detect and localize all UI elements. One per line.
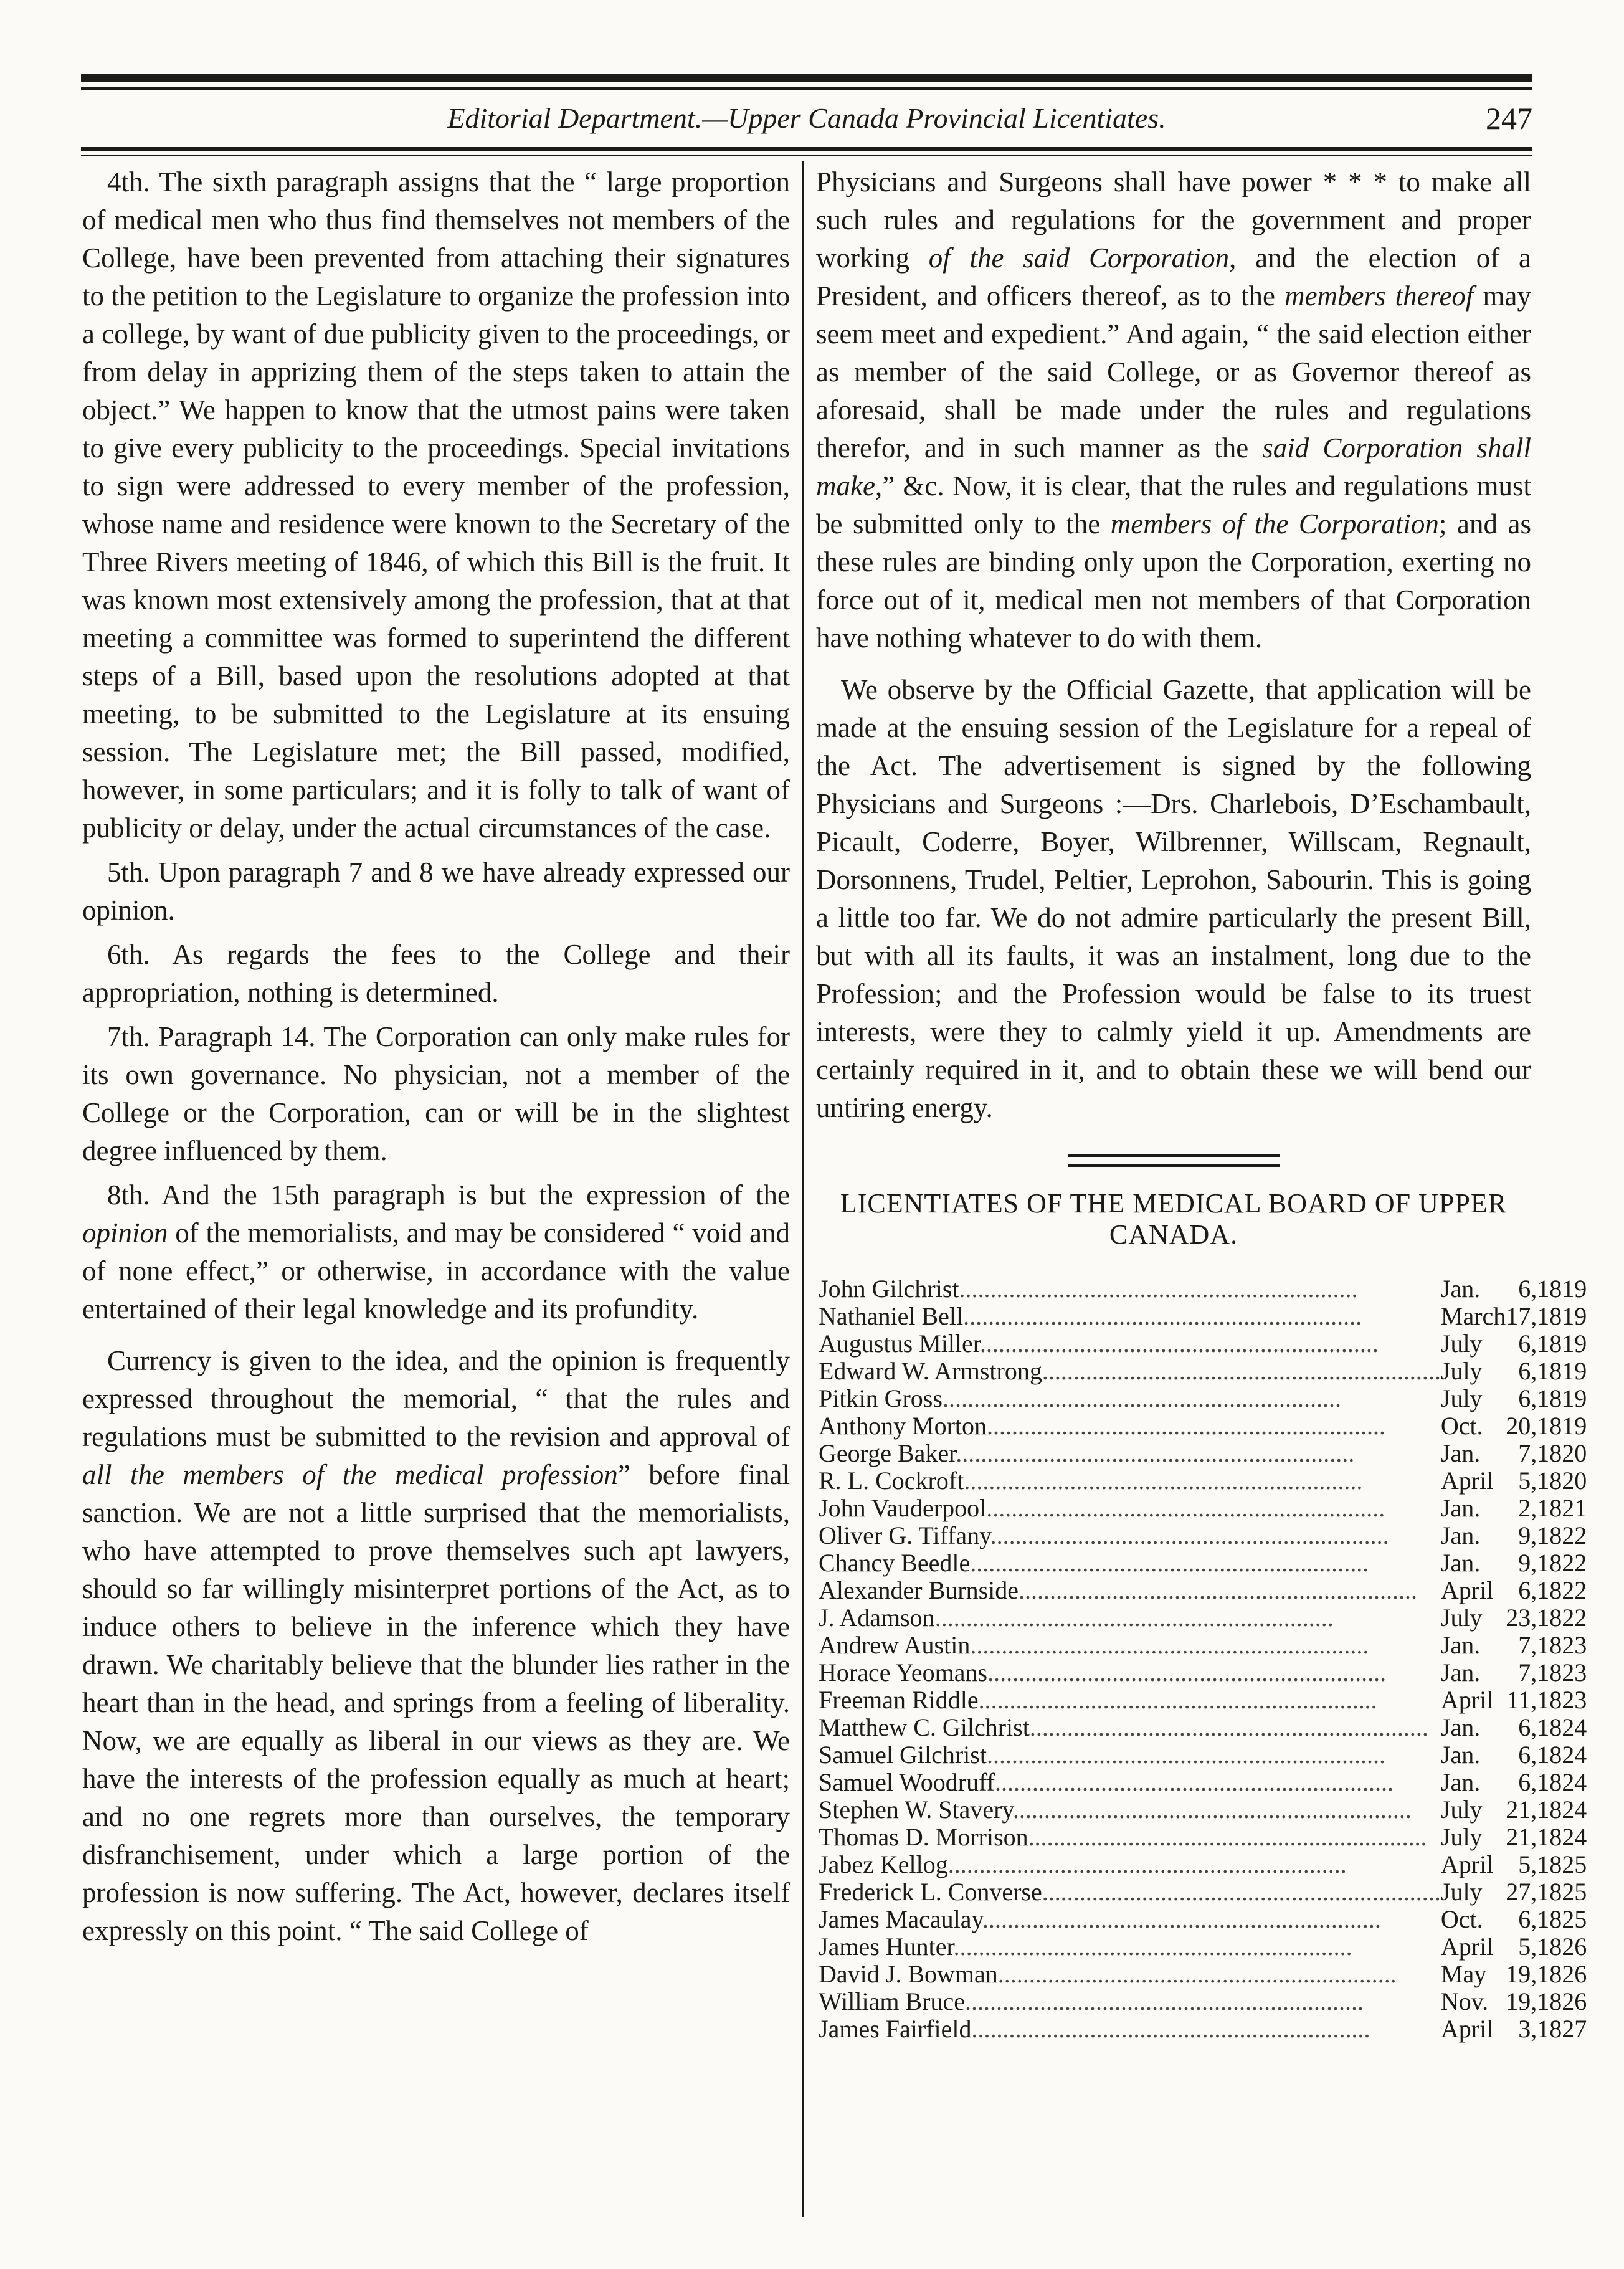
leader-dots: ................................................................	[964, 1467, 1363, 1495]
licentiate-day: 7,	[1518, 1658, 1537, 1686]
list-item	[819, 1878, 1587, 1906]
list-item	[819, 1440, 1587, 1467]
licentiate-name-cell	[819, 1358, 1441, 1385]
licentiate-name-cell	[819, 1604, 1441, 1632]
leader-dots: ................................................................	[986, 1495, 1385, 1522]
licentiate-name: Stephen W. Stavery	[819, 1796, 1013, 1824]
licentiate-year: 1822	[1537, 1549, 1587, 1577]
licentiate-year: 1822	[1537, 1604, 1587, 1632]
leader-dots: ................................................................	[997, 1961, 1397, 1988]
licentiate-year: 1819	[1537, 1412, 1587, 1440]
licentiate-name: Frederick L. Converse	[819, 1878, 1042, 1906]
licentiate-day: 6,	[1518, 1905, 1537, 1933]
header-rule-thin	[81, 155, 1532, 156]
licentiate-year: 1825	[1537, 1905, 1587, 1933]
licentiate-year: 1824	[1537, 1768, 1587, 1796]
paragraph-currency: Currency is given to the idea, and the opinion is frequently expressed throughout the memorial, “ that the rules and regulations must be submitted to the revision and approval of all the members of the medical profession” before final sanction. We are not a little surprised that the memorialists, who have attempted to prove themselves such apt lawyers, should so far willingly misinterpret portions of the Act, as to induce others to believe in the inference which they have drawn. We charitably believe that the blunder lies rather in the heart than in the head, and springs from a feeling of liberality. Now, we are equally as liberal in our views as they are. We have the interests of the profession equally as much at heart; and no one regrets more than ourselves, the temporary disfranchisement, under which a large portion of the profession is now suffering. The Act, however, declares itself expressly on this point. “ The said College of	[82, 1345, 791, 1946]
licentiate-month: March	[1440, 1302, 1506, 1330]
leader-dots: ................................................................	[956, 1440, 1355, 1467]
licentiate-name: Freeman Riddle	[819, 1686, 979, 1714]
licentiate-year: 1820	[1537, 1439, 1587, 1467]
licentiate-day: 6,	[1518, 1741, 1537, 1769]
licentiate-month: Jan.	[1440, 1768, 1481, 1796]
top-rule-thin	[81, 87, 1532, 90]
list-item	[819, 1385, 1587, 1412]
licentiate-year: 1820	[1537, 1467, 1587, 1495]
list-item	[819, 1714, 1587, 1741]
licentiate-year: 1826	[1537, 1960, 1587, 1988]
licentiate-month: May	[1440, 1960, 1487, 1988]
paragraph-6th: 6th. As regards the fees to the College and their appropriation, nothing is determined.	[82, 939, 790, 1008]
running-header	[81, 93, 1532, 143]
paragraph-7th: 7th. Paragraph 14. The Corporation can only make rules for its own governance. No physician, not a member of the College or the Corporation, can or will be in the slightest degree influenced by them.	[82, 1021, 790, 1166]
leader-dots: ................................................................	[1029, 1714, 1428, 1741]
licentiate-name-cell	[819, 1303, 1441, 1330]
leader-dots: ................................................................	[953, 1933, 1352, 1961]
licentiate-year: 1825	[1537, 1850, 1587, 1878]
licentiate-month: July	[1440, 1604, 1483, 1632]
left-column	[82, 163, 790, 1956]
list-item	[819, 1577, 1587, 1604]
licentiate-name-cell	[819, 1906, 1441, 1933]
licentiate-day: 3,	[1518, 2015, 1537, 2043]
leader-dots: ................................................................	[995, 1769, 1394, 1796]
licentiate-month: Jan.	[1440, 1631, 1481, 1659]
licentiate-name: James Macaulay	[819, 1906, 982, 1933]
leader-dots: ................................................................	[986, 1741, 1385, 1769]
licentiate-name-cell	[819, 1988, 1441, 2015]
licentiate-day: 6,	[1518, 1576, 1537, 1604]
leader-dots: ................................................................	[964, 1988, 1364, 2015]
licentiate-day: 20,	[1506, 1412, 1537, 1440]
licentiate-month: Oct.	[1440, 1412, 1483, 1440]
leader-dots: ................................................................	[1042, 1358, 1441, 1385]
licentiate-year: 1823	[1537, 1631, 1587, 1659]
licentiate-name-cell	[819, 1385, 1441, 1412]
licentiate-name: Anthony Morton	[819, 1412, 987, 1440]
list-item	[819, 1659, 1587, 1686]
licentiate-month: July	[1440, 1878, 1483, 1906]
paragraph-continuation: Physicians and Surgeons shall have power * * * to make all such rules and regulations for the government and proper working of the said Corporation, and the election of a President, and officers thereof, as to the members thereof may seem meet and expedient.” And again, “ the said election either as member of the said College, or as Governor thereof as aforesaid, shall be made under the rules and regulations therefor, and in such manner as the said Corporation shall make,” &c. Now, it is clear, that the rules and regulations must be submitted only to the members of the Corporation; and as these rules are binding only upon the Corporation, exerting no force out of it, medical men not members of that Corporation have nothing whatever to do with them.	[816, 166, 1532, 654]
page-number: 247	[1486, 101, 1532, 136]
licentiate-month: April	[1440, 1576, 1494, 1604]
list-item	[819, 1358, 1587, 1385]
licentiate-day: 7,	[1518, 1439, 1537, 1467]
list-item	[819, 1303, 1587, 1330]
licentiate-month: Jan.	[1440, 1658, 1481, 1686]
licentiate-name: Samuel Gilchrist	[819, 1741, 987, 1769]
list-item	[819, 1549, 1587, 1577]
licentiate-name: Augustus Miller	[819, 1330, 980, 1358]
licentiate-month: Jan.	[1440, 1439, 1481, 1467]
licentiate-month: July	[1440, 1384, 1483, 1412]
licentiate-month: April	[1440, 1467, 1494, 1495]
section-divider	[1068, 1154, 1280, 1167]
licentiate-name-cell	[819, 1769, 1441, 1796]
right-column	[816, 163, 1587, 2043]
licentiate-day: 6,	[1518, 1713, 1537, 1741]
licentiate-name: Matthew C. Gilchrist	[819, 1714, 1030, 1741]
licentiate-name-cell	[819, 1275, 1441, 1303]
licentiate-name: Samuel Woodruff	[819, 1769, 995, 1796]
licentiate-month: Jan.	[1440, 1275, 1481, 1303]
leader-dots: ................................................................	[970, 1632, 1369, 1659]
licentiate-month: Jan.	[1440, 1521, 1481, 1549]
licentiate-name: Alexander Burnside	[819, 1577, 1019, 1604]
licentiate-month: Jan.	[1440, 1741, 1481, 1769]
licentiate-name: R. L. Cockroft	[819, 1467, 964, 1495]
licentiate-name: James Hunter	[819, 1933, 954, 1961]
licentiate-month: Nov.	[1440, 1987, 1489, 2015]
licentiate-day: 6,	[1518, 1330, 1537, 1358]
leader-dots: ................................................................	[978, 1686, 1377, 1714]
licentiate-year: 1819	[1537, 1384, 1587, 1412]
licentiate-month: Oct.	[1440, 1905, 1483, 1933]
licentiate-name-cell	[819, 1961, 1441, 1988]
licentiate-month: July	[1440, 1823, 1483, 1851]
licentiate-day: 6,	[1518, 1357, 1537, 1385]
licentiate-month: Jan.	[1440, 1549, 1481, 1577]
licentiate-year: 1824	[1537, 1796, 1587, 1824]
licentiate-year: 1822	[1537, 1576, 1587, 1604]
licentiate-year: 1826	[1537, 1987, 1587, 2015]
licentiate-month: April	[1440, 1850, 1494, 1878]
licentiate-year: 1824	[1537, 1741, 1587, 1769]
list-item	[819, 1522, 1587, 1549]
licentiate-name-cell	[819, 1495, 1441, 1522]
list-item	[819, 1495, 1587, 1522]
licentiate-day: 6,	[1518, 1384, 1537, 1412]
licentiate-name-cell	[819, 2015, 1441, 2043]
licentiate-name: Oliver G. Tiffany	[819, 1522, 990, 1549]
licentiate-name: John Vauderpool	[819, 1495, 987, 1522]
licentiate-name-cell	[819, 1796, 1441, 1824]
list-item	[819, 1275, 1587, 1303]
licentiate-day: 7,	[1518, 1631, 1537, 1659]
licentiate-name: Jabez Kellog	[819, 1851, 948, 1878]
leader-dots: ................................................................	[947, 1851, 1347, 1878]
list-item	[819, 1796, 1587, 1824]
licentiate-month: July	[1440, 1330, 1483, 1358]
list-item	[819, 1961, 1587, 1988]
licentiate-year: 1827	[1537, 2015, 1587, 2043]
licentiate-month: Jan.	[1440, 1494, 1481, 1522]
licentiate-name: Pitkin Gross	[819, 1385, 943, 1412]
licentiate-name: James Fairfield	[819, 2015, 972, 2043]
licentiates-table	[819, 1275, 1587, 2043]
licentiate-name-cell	[819, 1412, 1441, 1440]
leader-dots: ................................................................	[970, 1549, 1369, 1577]
licentiate-day: 21,	[1506, 1796, 1537, 1824]
licentiate-year: 1826	[1537, 1933, 1587, 1961]
licentiate-name-cell	[819, 1632, 1441, 1659]
licentiate-name: George Baker	[819, 1440, 956, 1467]
licentiate-year: 1823	[1537, 1658, 1587, 1686]
licentiate-name: Andrew Austin	[819, 1632, 971, 1659]
licentiate-name: Thomas D. Morrison	[819, 1824, 1028, 1851]
list-item	[819, 1824, 1587, 1851]
licentiate-name: David J. Bowman	[819, 1961, 998, 1988]
licentiate-day: 5,	[1518, 1933, 1537, 1961]
licentiate-day: 27,	[1506, 1878, 1537, 1906]
licentiate-name-cell	[819, 1549, 1441, 1577]
licentiate-name-cell	[819, 1330, 1441, 1358]
licentiate-name: John Gilchrist	[819, 1275, 959, 1303]
licentiate-name-cell	[819, 1659, 1441, 1686]
licentiate-year: 1822	[1537, 1521, 1587, 1549]
leader-dots: ................................................................	[987, 1659, 1387, 1686]
leader-dots: ................................................................	[959, 1275, 1358, 1303]
licentiate-name: Chancy Beedle	[819, 1549, 971, 1577]
licentiate-year: 1819	[1537, 1275, 1587, 1303]
licentiate-name: Nathaniel Bell	[819, 1303, 964, 1330]
leader-dots: ................................................................	[982, 1906, 1381, 1933]
list-item	[819, 1686, 1587, 1714]
list-item	[819, 1330, 1587, 1358]
licentiate-day: 11,	[1506, 1686, 1537, 1714]
licentiate-year: 1824	[1537, 1823, 1587, 1851]
list-item	[819, 1769, 1587, 1796]
leader-dots: ................................................................	[1019, 1577, 1418, 1604]
licentiates-table-body	[819, 1275, 1587, 2043]
list-item	[819, 1412, 1587, 1440]
licentiate-day: 23,	[1506, 1604, 1537, 1632]
licentiate-day: 5,	[1518, 1850, 1537, 1878]
licentiate-month: April	[1440, 1933, 1494, 1961]
header-rule-thick	[81, 147, 1532, 151]
licentiate-year: 1824	[1537, 1713, 1587, 1741]
column-divider	[802, 161, 804, 2217]
licentiate-name-cell	[819, 1522, 1441, 1549]
list-item	[819, 1851, 1587, 1878]
licentiate-day: 21,	[1506, 1823, 1537, 1851]
list-item	[819, 1988, 1587, 2015]
list-item	[819, 1467, 1587, 1495]
leader-dots: ................................................................	[1028, 1824, 1427, 1851]
leader-dots: ................................................................	[971, 2015, 1370, 2043]
licentiate-name-cell	[819, 1440, 1441, 1467]
paragraph-gazette: We observe by the Official Gazette, that application will be made at the ensuing session of the Legislature for a repeal of the Act. The advertisement is signed by the following Physicians and Surgeons :—Drs. Charlebois, D’Eschambault, Picault, Coderre, Boyer, Wilbrenner, Willscam, Regnault, Dorsonnens, Trudel, Peltier, Leprohon, Sabourin. This is going a little too far. We do not admire particularly the present Bill, but with all its faults, it was an instalment, long due to the Profession; and the Profession would be false to its truest interests, were they to calmly yield it up. Amendments are certainly required in it, and to obtain these we will bend our untiring energy.	[816, 674, 1531, 1123]
leader-dots: ................................................................	[934, 1604, 1334, 1632]
licentiate-month: July	[1440, 1357, 1483, 1385]
licentiate-day: 6,	[1518, 1768, 1537, 1796]
list-item	[819, 1933, 1587, 1961]
licentiate-year: 1819	[1537, 1357, 1587, 1385]
leader-dots: ................................................................	[979, 1330, 1379, 1358]
licentiate-month: Jan.	[1440, 1713, 1481, 1741]
licentiate-name: Edward W. Armstrong	[819, 1358, 1042, 1385]
licentiate-month: April	[1440, 1686, 1494, 1714]
licentiate-year: 1821	[1537, 1494, 1587, 1522]
paragraph-4th: 4th. The sixth paragraph assigns that the “ large proportion of medical men who thus find themselves not members of the College, have been prevented from attaching their signatures to the petition to the Legislature to organize the profession into a college, by want of due publicity given to the proceedings, or from delay in apprizing them of the steps taken to attain the object.” We happen to know that the utmost pains were taken to give every publicity to the proceedings. Special invitations to sign were addressed to every member of the profession, whose name and residence were known to the Secretary of the Three Rivers meeting of 1846, of which this Bill is the fruit. It was known most extensively among the profession, that at that meeting a committee was formed to superintend the different steps of a Bill, based upon the resolutions adopted at that meeting, to be submitted to the Legislature at its ensuing session. The Legislature met; the Bill passed, modified, however, in some particulars; and it is folly to talk of want of publicity or delay, under the actual circumstances of the case.	[82, 166, 790, 844]
licentiate-name-cell	[819, 1933, 1441, 1961]
licentiate-name-cell	[819, 1577, 1441, 1604]
licentiate-name-cell	[819, 1467, 1441, 1495]
licentiate-name-cell	[819, 1741, 1441, 1769]
licentiate-name-cell	[819, 1714, 1441, 1741]
leader-dots: ................................................................	[942, 1385, 1341, 1412]
licentiate-day: 2,	[1518, 1494, 1537, 1522]
licentiate-name-cell	[819, 1824, 1441, 1851]
list-item	[819, 1632, 1587, 1659]
licentiate-year: 1819	[1537, 1302, 1587, 1330]
top-rule-thick	[81, 74, 1532, 82]
list-item	[819, 1906, 1587, 1933]
licentiate-name: J. Adamson	[819, 1604, 935, 1632]
leader-dots: ................................................................	[1012, 1796, 1412, 1824]
paragraph-8th: 8th. And the 15th paragraph is but the expression of the opinion of the memorialists, and may be considered “ void and of none effect,” or otherwise, in accordance with the value entertained of their legal knowledge and its profundity.	[82, 1179, 790, 1325]
licentiate-name-cell	[819, 1686, 1441, 1714]
licentiate-name-cell	[819, 1878, 1441, 1906]
licentiate-day: 19,	[1506, 1960, 1537, 1988]
licentiate-day: 5,	[1518, 1467, 1537, 1495]
leader-dots: ................................................................	[990, 1522, 1389, 1549]
licentiate-day: 6,	[1518, 1275, 1537, 1303]
leader-dots: ................................................................	[1042, 1878, 1441, 1906]
licentiate-day: 9,	[1518, 1521, 1537, 1549]
licentiate-name-cell	[819, 1851, 1441, 1878]
licentiate-day: 17,	[1506, 1302, 1537, 1330]
licentiate-year: 1823	[1537, 1686, 1587, 1714]
list-item	[819, 1741, 1587, 1769]
licentiate-month: April	[1440, 2015, 1494, 2043]
paragraph-5th: 5th. Upon paragraph 7 and 8 we have already expressed our opinion.	[82, 857, 790, 926]
licentiate-day: 9,	[1518, 1549, 1537, 1577]
leader-dots: ................................................................	[987, 1412, 1385, 1440]
licentiate-year: 1825	[1537, 1878, 1587, 1906]
list-item	[819, 2015, 1587, 2043]
licentiate-day: 19,	[1506, 1987, 1537, 2015]
licentiate-name: Horace Yeomans	[819, 1659, 988, 1686]
header-title: Editorial Department.—Upper Canada Provincial Licentiates.	[447, 102, 1166, 134]
licentiate-month: July	[1440, 1796, 1483, 1824]
licentiate-name: William Bruce	[819, 1988, 965, 2015]
licentiate-year: 1819	[1537, 1330, 1587, 1358]
list-item	[819, 1604, 1587, 1632]
licentiates-heading: LICENTIATES OF THE MEDICAL BOARD OF UPPER CANADA.	[840, 1188, 1508, 1250]
leader-dots: ................................................................	[963, 1303, 1362, 1330]
